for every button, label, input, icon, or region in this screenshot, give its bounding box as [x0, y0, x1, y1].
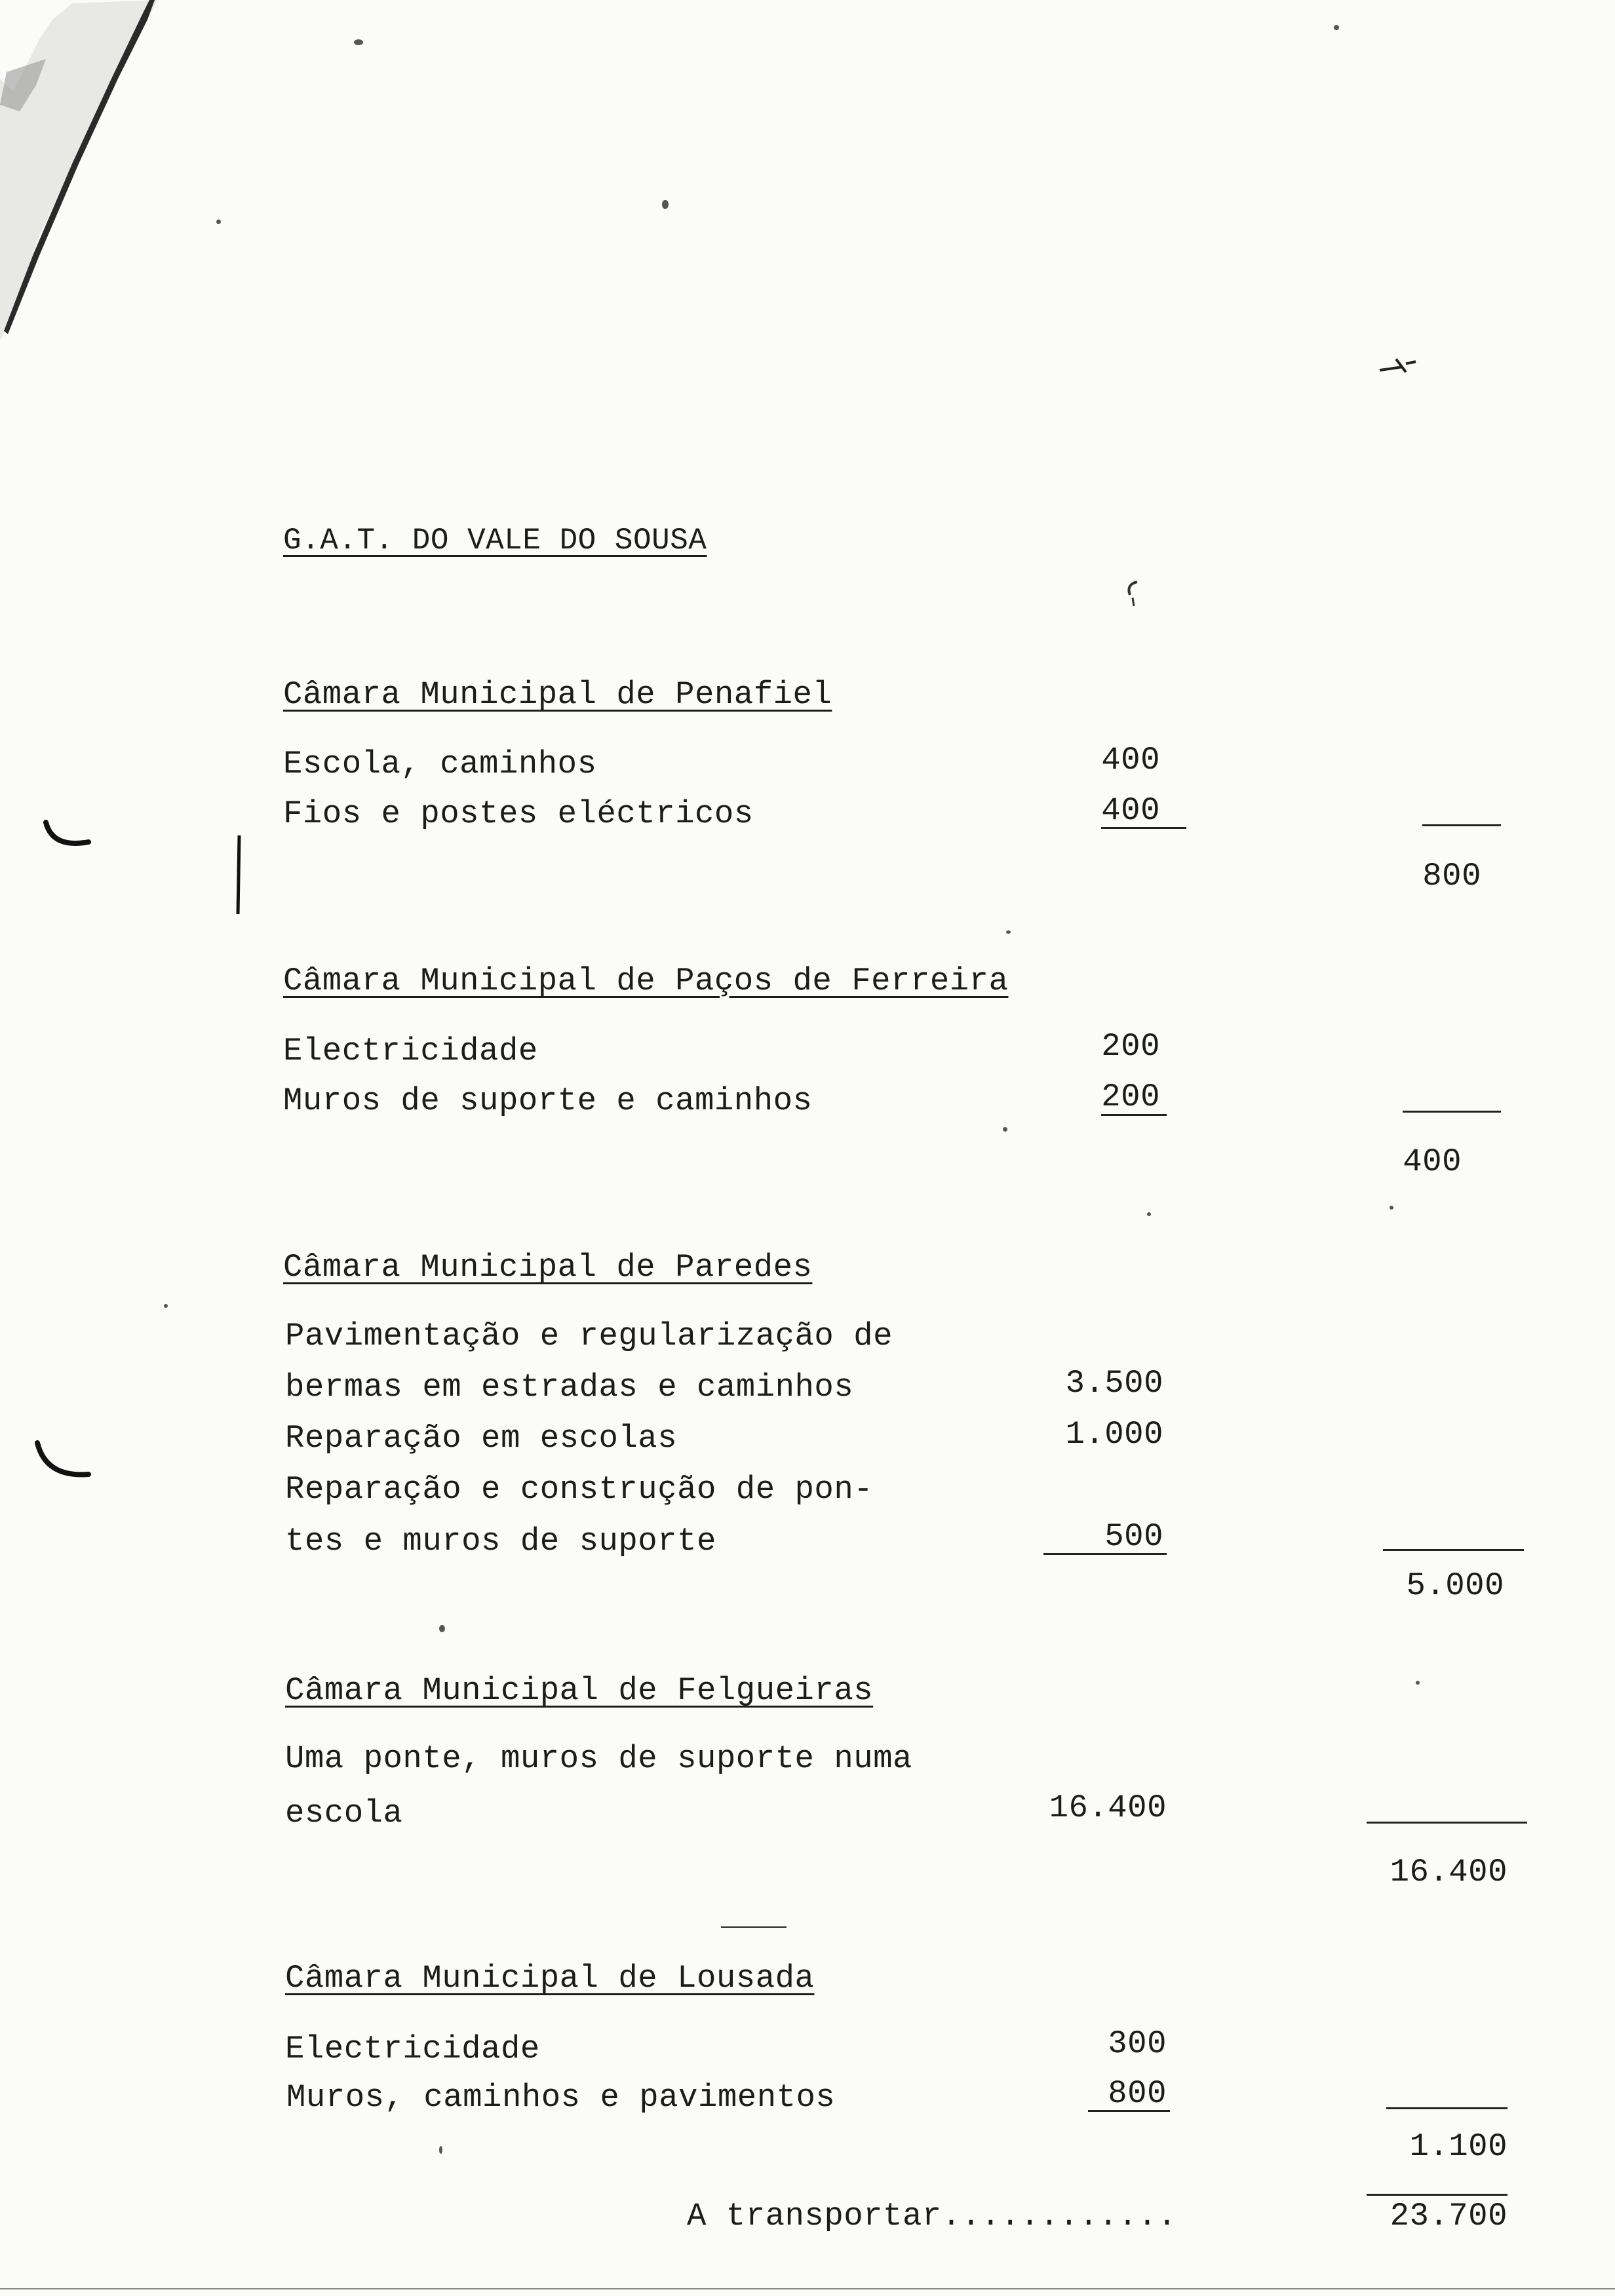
item-label: tes e muros de suporte: [285, 1523, 716, 1559]
scan-speck: [1390, 1206, 1393, 1210]
subtotal-rule: [1101, 1114, 1167, 1116]
scan-speck: [1006, 930, 1011, 934]
subtotal-rule: [1101, 827, 1186, 829]
total-rule: [1422, 824, 1501, 826]
carry-forward-value: 23.700: [1390, 2198, 1508, 2234]
section-title: Câmara Municipal de Paços de Ferreira: [283, 963, 1009, 999]
section-total: 400: [1403, 1143, 1462, 1180]
scan-speck: [216, 220, 221, 224]
item-value: 16.400: [1049, 1789, 1167, 1826]
item-label: Uma ponte, muros de suporte numa: [285, 1740, 912, 1777]
scan-corner-mark: [0, 0, 170, 354]
section-total: 800: [1422, 858, 1481, 894]
total-rule: [1386, 2107, 1508, 2109]
section-title: Câmara Municipal de Lousada: [285, 1960, 815, 1997]
scan-speck: [1003, 1127, 1007, 1132]
section-title: Câmara Municipal de Felgueiras: [285, 1672, 874, 1709]
item-label: Fios e postes eléctricos: [283, 795, 754, 832]
subtotal-rule: [1088, 2110, 1170, 2112]
item-label: Reparação em escolas: [285, 1420, 678, 1457]
scan-speck: [662, 200, 669, 209]
item-label: Electricidade: [285, 2031, 540, 2067]
scan-speck: [164, 1304, 168, 1308]
item-label: Electricidade: [283, 1033, 538, 1069]
scan-bottom-edge: [0, 2288, 1615, 2289]
item-value: 200: [1101, 1028, 1160, 1065]
scan-speck: [1147, 1212, 1151, 1216]
item-value: 200: [1101, 1079, 1160, 1115]
item-value: 400: [1101, 792, 1160, 829]
item-label: Escola, caminhos: [283, 746, 597, 782]
scan-speck: [439, 2146, 442, 2154]
separator-mark: [721, 1926, 787, 1928]
section-title: Câmara Municipal de Paredes: [283, 1249, 813, 1286]
carry-forward-label: A transportar............: [687, 2198, 1177, 2234]
section-total: 16.400: [1390, 1854, 1508, 1890]
scan-margin-mark: [39, 813, 98, 871]
scan-speck: [1416, 1681, 1420, 1685]
scan-margin-mark: [29, 1435, 95, 1494]
scan-speck: [354, 39, 363, 45]
total-rule: [1403, 1111, 1501, 1113]
section-title: Câmara Municipal de Penafiel: [283, 676, 832, 713]
item-value: 1.000: [1065, 1416, 1163, 1453]
scan-margin-mark: [1376, 354, 1422, 380]
section-total: 1.100: [1409, 2128, 1508, 2165]
item-label: Reparação e construção de pon-: [285, 1471, 874, 1508]
item-value: 500: [1104, 1518, 1163, 1555]
scan-margin-mark: [1121, 577, 1147, 616]
item-label: Muros de suporte e caminhos: [283, 1082, 813, 1119]
total-rule: [1367, 1822, 1527, 1824]
total-rule: [1383, 1549, 1524, 1551]
item-label: bermas em estradas e caminhos: [285, 1369, 854, 1406]
grand-total-rule: [1367, 2194, 1508, 2196]
scan-margin-mark: [233, 832, 246, 917]
scan-speck: [439, 1625, 445, 1632]
item-label: escola: [285, 1795, 403, 1831]
scan-speck: [1334, 25, 1339, 30]
section-total: 5.000: [1406, 1567, 1504, 1604]
subtotal-rule: [1043, 1553, 1167, 1555]
item-value: 400: [1101, 742, 1160, 778]
item-value: 3.500: [1065, 1365, 1163, 1402]
item-value: 800: [1108, 2075, 1167, 2112]
item-label: Pavimentação e regularização de: [285, 1318, 893, 1354]
item-label: Muros, caminhos e pavimentos: [286, 2079, 836, 2116]
item-value: 300: [1108, 2025, 1167, 2062]
document-heading: G.A.T. DO VALE DO SOUSA: [283, 524, 707, 558]
